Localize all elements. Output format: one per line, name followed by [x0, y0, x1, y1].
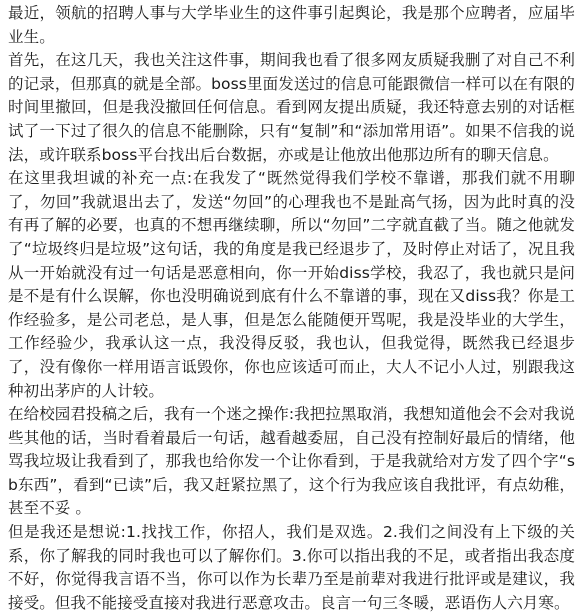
paragraph-conclusion: 但是我还是想说:1.找找工作，你招人，我们是双选。2.我们之间没有上下级的关系，你了解我的同时我也可以了解你们。3.你可以指出我的不足，或者指出我态度不好，你觉得我言语不当，你可以作为长辈乃至是前辈对我进行批评或是建议，我接受。但我不能接受直接对我进行恶意攻击。良言一句三冬暖，恶语伤人六月寒。 — [8, 523, 575, 612]
paragraph-after-submission: 在给校园君投稿之后，我有一个迷之操作:我把拉黑取消，我想知道他会不会对我说些其他的话，当时看着最后一句话，越看越委屈，自己没有控制好最后的情绪，他骂我垃圾让我看到了，那我也给你发一个让你看到，于是我就给对方发了四个字“sb东西”，看到“已读”后，我又赶紧拉黑了，这个行为我应该自我批评，有点幼稚，甚至不妥 。 — [8, 405, 575, 518]
paragraph-first-point: 首先，在这几天，我也关注这件事，期间我也看了很多网友质疑我删了对自己不利的记录，但那真的就是全部。boss里面发送过的信息可能跟微信一样可以在有限的时间里撤回，但是我没撤回任何信息。看到网友提出质疑，我还特意去别的对话框试了一下过了很久的信息不能删除，只有“复制”和“添加常用语”。如果不信我的说法，或许联系boss平台找出后台数据，亦或是让他放出他那边所有的聊天信息。 — [8, 51, 575, 164]
paragraph-intro: 最近，领航的招聘人事与大学毕业生的这件事引起舆论，我是那个应聘者，应届毕业生。 — [8, 4, 575, 46]
paragraph-supplement: 在这里我坦诚的补充一点:在我发了“既然觉得我们学校不靠谱，那我们就不用聊了，勿回”我就退出去了，发送“勿回”的心理我也不是趾高气扬，因为此时真的没有再了解的必要，也真的不想再继续聊，所以“勿回”二字就直截了当。随之他就发了“垃圾终归是垃圾”这句话，我的角度是我已经退步了，及时停止对话了，况且我从一开始就没有过一句话是恶意相向，你一开始diss学校，我忍了，我也就只是问是不是有什么误解，你也没明确说到底有什么不靠谱的事，现在又diss我？你是工作经验多，是公司老总，是人事，但是怎么能随便开骂呢，我是没毕业的大学生，工作经验少，我承认这一点，我没得反驳，我也认，但我觉得，既然我已经退步了，没有像你一样用语言诋毁你，你也应该适可而止，大人不记小人过，别跟我这种初出茅庐的人计较。 — [8, 169, 575, 400]
